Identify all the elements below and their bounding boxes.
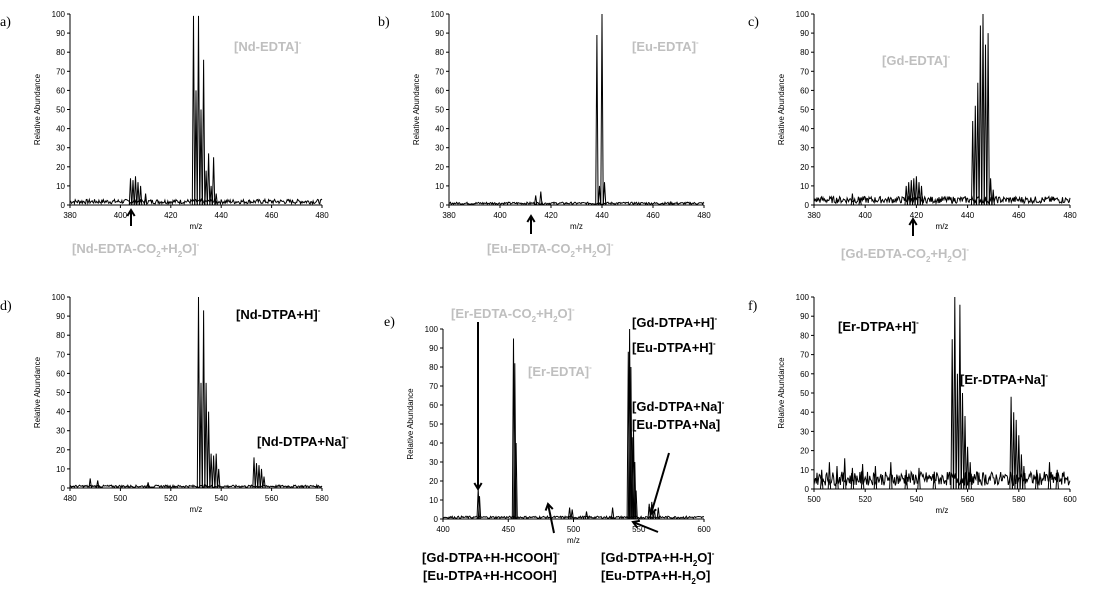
- y-tick-label: 10: [435, 181, 444, 191]
- peak-annotation: [Nd-EDTA]-: [234, 38, 302, 54]
- annotation-arrow: [474, 322, 481, 489]
- panel-label: a): [0, 15, 11, 30]
- peak-annotation: [Nd-DTPA+H]-: [236, 306, 321, 322]
- y-tick-label: 10: [429, 496, 438, 505]
- x-tick-label: 420: [544, 211, 558, 220]
- y-tick-label: 100: [424, 325, 438, 334]
- spectrum-peak: [260, 469, 262, 488]
- x-tick-label: 460: [646, 211, 660, 220]
- spectrum-peak: [974, 106, 976, 205]
- y-tick-label: 80: [429, 363, 438, 372]
- y-axis-title: Relative Abundance: [33, 356, 42, 429]
- spectrum-peak: [129, 178, 131, 205]
- spectrum-peak: [601, 14, 603, 205]
- y-tick-label: 60: [429, 401, 438, 410]
- y-tick-label: 50: [56, 388, 65, 398]
- y-tick-label: 80: [800, 48, 809, 58]
- spectrum-panel-d: [0, 293, 349, 514]
- y-tick-label: 70: [800, 350, 809, 360]
- y-tick-label: 10: [56, 464, 65, 474]
- y-tick-label: 50: [800, 105, 809, 115]
- y-tick-label: 50: [429, 420, 438, 429]
- x-tick-label: 440: [595, 211, 609, 220]
- y-tick-label: 90: [435, 29, 444, 39]
- peak-annotation: $[Eu-EDTA-CO_2+H_2O]^-$: [487, 240, 614, 259]
- arrow-shaft: [651, 453, 669, 514]
- spectrum-peak: [915, 176, 917, 205]
- spectrum-panel-b: [378, 10, 711, 259]
- y-tick-label: 0: [804, 201, 809, 210]
- spectrum-peak: [908, 182, 910, 205]
- y-tick-label: 30: [56, 143, 65, 153]
- y-axis-title: Relative Abundance: [406, 388, 415, 460]
- spectrum-peak: [972, 121, 974, 205]
- x-tick-label: 440: [214, 211, 228, 220]
- spectrum-peak: [844, 458, 846, 489]
- y-tick-label: 30: [800, 143, 809, 153]
- y-tick-label: 10: [800, 181, 809, 191]
- y-tick-label: 30: [435, 143, 444, 153]
- y-tick-label: 40: [800, 408, 809, 418]
- spectrum-peak: [874, 466, 876, 489]
- annotation-arrow: [527, 216, 534, 234]
- x-tick-label: 550: [632, 525, 646, 534]
- spectrum-peak: [979, 26, 981, 206]
- panel-label: b): [378, 15, 390, 30]
- spectrum-peak: [984, 45, 986, 205]
- y-tick-label: 60: [435, 86, 444, 96]
- x-tick-label: 400: [113, 211, 128, 220]
- spectrum-peak: [89, 478, 91, 488]
- spectrum-peak: [905, 186, 907, 205]
- spectrum-peak: [982, 14, 984, 205]
- y-tick-label: 100: [51, 293, 65, 302]
- x-tick-label: 560: [264, 494, 279, 503]
- spectrum-peak: [890, 462, 892, 489]
- y-tick-label: 90: [800, 312, 809, 322]
- y-tick-label: 80: [435, 48, 444, 58]
- y-tick-label: 30: [800, 427, 809, 437]
- spectrum-peak: [956, 374, 958, 489]
- y-tick-label: 100: [795, 293, 809, 302]
- peak-annotation: [Eu-DTPA+H]-: [632, 339, 716, 355]
- spectrum-peak: [197, 297, 199, 488]
- y-tick-label: 0: [439, 201, 444, 210]
- spectrum-peak: [195, 90, 197, 205]
- y-tick-label: 80: [56, 331, 65, 341]
- peak-annotation: $[Nd-EDTA-CO_2+H_2O]^-$: [72, 240, 200, 259]
- x-tick-label: 540: [909, 495, 924, 504]
- y-tick-label: 30: [56, 426, 65, 436]
- y-tick-label: 20: [56, 445, 65, 455]
- y-tick-label: 80: [800, 331, 809, 341]
- spectrum-peak: [255, 463, 257, 488]
- spectrum-peak: [540, 192, 542, 205]
- spectrum-peak: [1020, 454, 1022, 489]
- spectrum-peak: [202, 310, 204, 488]
- x-axis-title: m/z: [935, 506, 949, 515]
- y-tick-label: 70: [429, 382, 438, 391]
- y-tick-label: 60: [800, 369, 809, 379]
- y-tick-label: 80: [56, 48, 65, 58]
- spectrum-peak: [977, 83, 979, 205]
- x-tick-label: 450: [501, 525, 515, 534]
- y-tick-label: 0: [804, 485, 809, 494]
- x-tick-label: 500: [807, 495, 821, 504]
- spectrum-peak: [207, 412, 209, 488]
- x-axis-title: m/z: [567, 536, 580, 545]
- y-tick-label: 10: [56, 181, 65, 191]
- spectrum-peak: [961, 393, 963, 489]
- y-axis-title: Relative Abundance: [777, 357, 786, 429]
- panel-label: d): [0, 299, 12, 314]
- spectrum-peak: [200, 110, 202, 206]
- x-tick-label: 420: [164, 211, 178, 220]
- y-axis-title: Relative Abundance: [33, 73, 42, 146]
- y-tick-label: 40: [435, 124, 444, 134]
- spectrum-peak: [200, 383, 202, 488]
- x-tick-label: 380: [442, 211, 456, 220]
- spectrum-peak: [851, 194, 853, 206]
- y-tick-label: 0: [60, 484, 65, 493]
- spectrum-peak: [611, 508, 614, 519]
- x-axis-title: m/z: [189, 505, 203, 514]
- spectrum-panel-a: [0, 10, 329, 259]
- x-tick-label: 440: [960, 211, 975, 220]
- spectrum-peak: [585, 511, 588, 519]
- y-tick-label: 90: [800, 29, 809, 39]
- spectrum-peak: [954, 297, 956, 489]
- spectrum-peak: [918, 468, 920, 489]
- spectrum-panel-f: [748, 293, 1077, 515]
- annotation-arrow: [909, 219, 916, 236]
- x-tick-label: 520: [858, 495, 872, 504]
- peak-annotation: $[Gd-DTPA+H-H_2O]^-$: [601, 549, 715, 568]
- y-tick-label: 0: [60, 201, 65, 210]
- x-tick-label: 480: [697, 211, 711, 220]
- spectrum-peak: [596, 35, 598, 205]
- spectrum-panel-c: [748, 10, 1077, 264]
- spectrum-peak: [959, 305, 961, 489]
- spectrum-peak: [97, 480, 99, 488]
- spectrum-peak: [918, 182, 920, 205]
- panel-label: f): [748, 299, 758, 314]
- peak-annotation: [Gd-DTPA+H-HCOOH]-: [422, 549, 560, 565]
- spectrum-peak: [215, 454, 217, 488]
- x-axis-title: m/z: [189, 222, 203, 231]
- peak-annotation: [Er-DTPA+Na]-: [960, 371, 1049, 387]
- spectrum-peak: [197, 16, 199, 205]
- spectrum-peak: [205, 171, 207, 205]
- x-tick-label: 540: [214, 494, 228, 503]
- peak-annotation: [Gd-EDTA]-: [882, 52, 951, 68]
- y-tick-label: 90: [56, 312, 65, 322]
- spectrum-peak: [212, 456, 214, 489]
- spectrum-peak: [910, 180, 912, 205]
- spectrum-peak: [212, 157, 214, 205]
- x-tick-label: 580: [1012, 495, 1026, 504]
- x-tick-label: 400: [858, 211, 872, 220]
- y-tick-label: 0: [433, 515, 438, 524]
- y-tick-label: 100: [430, 10, 444, 19]
- x-tick-label: 600: [1063, 495, 1077, 504]
- y-tick-label: 70: [56, 67, 65, 77]
- peak-annotation: $[Eu-DTPA+H-H_2O]$: [601, 568, 711, 586]
- spectrum-peak: [202, 60, 204, 205]
- annotation-arrow: [127, 210, 134, 226]
- x-tick-label: 500: [113, 494, 128, 503]
- x-axis-title: m/z: [570, 222, 583, 231]
- y-axis-title: Relative Abundance: [412, 73, 421, 146]
- y-tick-label: 20: [435, 162, 444, 172]
- spectrum-peak: [253, 457, 255, 488]
- y-tick-label: 40: [429, 439, 438, 448]
- spectrum-peak: [263, 477, 265, 489]
- y-tick-label: 20: [800, 446, 809, 456]
- x-tick-label: 500: [566, 525, 581, 534]
- x-tick-label: 600: [697, 525, 711, 534]
- spectrum-baseline: [70, 485, 322, 487]
- y-tick-label: 60: [800, 86, 809, 96]
- x-tick-label: 480: [1063, 211, 1077, 220]
- y-tick-label: 90: [429, 344, 438, 353]
- peak-annotation: [Eu-DTPA+Na]: [632, 417, 721, 432]
- x-tick-label: 560: [960, 495, 975, 504]
- peak-annotation: [Gd-DTPA+Na]-: [632, 398, 725, 414]
- y-tick-label: 20: [429, 477, 438, 486]
- spectrum-peak: [210, 454, 212, 488]
- y-tick-label: 40: [56, 124, 65, 134]
- peak-annotation: [Er-EDTA]-: [528, 363, 592, 379]
- y-tick-label: 10: [800, 465, 809, 475]
- y-tick-label: 50: [800, 389, 809, 398]
- y-axis-title: Relative Abundance: [777, 73, 786, 146]
- x-tick-label: 520: [164, 494, 178, 503]
- spectrum-peak: [1018, 435, 1020, 489]
- y-tick-label: 20: [56, 162, 65, 172]
- spectrum-peak: [207, 153, 209, 205]
- peak-annotation: [Eu-EDTA]-: [632, 38, 699, 54]
- x-tick-label: 380: [807, 211, 821, 220]
- y-tick-label: 70: [435, 67, 444, 77]
- x-tick-label: 580: [315, 494, 329, 503]
- spectrum-baseline: [70, 199, 322, 204]
- y-tick-label: 50: [435, 105, 444, 115]
- panel-label: e): [384, 315, 395, 330]
- x-tick-label: 460: [264, 211, 279, 220]
- x-tick-label: 420: [909, 211, 924, 220]
- x-tick-label: 480: [315, 211, 329, 220]
- spectrum-panel-e: [384, 305, 725, 586]
- x-tick-label: 380: [63, 211, 77, 220]
- y-tick-label: 20: [800, 162, 809, 172]
- y-tick-label: 60: [56, 86, 65, 96]
- y-tick-label: 40: [56, 407, 65, 417]
- y-tick-label: 60: [56, 369, 65, 379]
- spectrum-peak: [139, 186, 141, 205]
- x-tick-label: 460: [1012, 211, 1026, 220]
- spectrum-peak: [218, 469, 220, 488]
- y-tick-label: 90: [56, 29, 65, 39]
- spectrum-peak: [905, 470, 907, 489]
- peak-annotation: [Gd-DTPA+H]-: [632, 314, 718, 330]
- peak-annotation: $[Er-EDTA-CO_2+H_2O]^-$: [451, 305, 575, 324]
- spectrum-peak: [258, 465, 260, 488]
- spectrum-peak: [205, 383, 207, 488]
- peak-annotation: [Nd-DTPA+Na]-: [257, 433, 349, 449]
- spectrum-peak: [535, 195, 537, 205]
- y-tick-label: 100: [795, 10, 809, 19]
- y-tick-label: 40: [800, 124, 809, 134]
- y-tick-label: 50: [56, 105, 65, 115]
- peak-annotation: $[Gd-EDTA-CO_2+H_2O]^-$: [841, 245, 969, 264]
- y-tick-label: 30: [429, 458, 438, 467]
- x-tick-label: 480: [63, 494, 77, 503]
- y-tick-label: 100: [51, 10, 65, 19]
- spectrum-baseline: [449, 202, 704, 204]
- spectrum-peak: [987, 33, 989, 205]
- spectrum-peak: [920, 186, 922, 205]
- y-tick-label: 70: [800, 67, 809, 77]
- panel-label: c): [748, 15, 759, 30]
- spectrum-peak: [603, 182, 606, 205]
- x-tick-label: 400: [493, 211, 507, 220]
- spectrum-peak: [210, 186, 212, 205]
- peak-annotation: [Er-DTPA+H]-: [838, 318, 919, 334]
- spectrum-peak: [951, 339, 953, 489]
- peak-annotation: [Eu-DTPA+H-HCOOH]: [423, 568, 557, 583]
- x-tick-label: 400: [436, 525, 450, 534]
- y-tick-label: 70: [56, 350, 65, 360]
- x-axis-title: m/z: [935, 222, 949, 231]
- spectrum-peak: [192, 16, 194, 205]
